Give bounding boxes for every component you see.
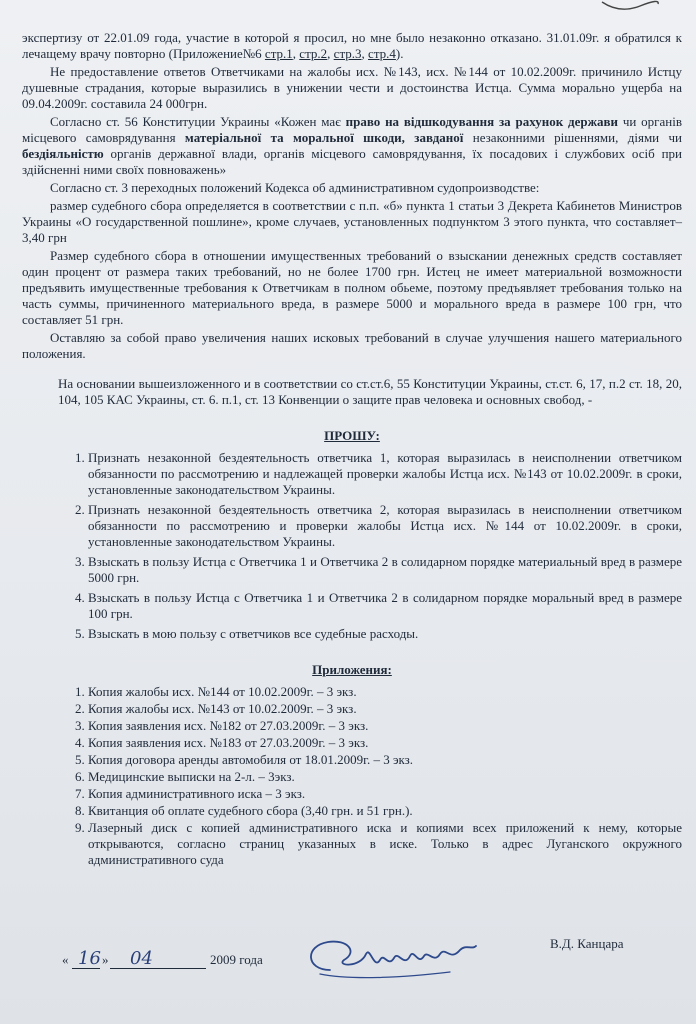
attachment-item: 3. Копия заявления исх. №182 от 27.03.2009г. – 3 экз. <box>88 718 682 734</box>
date-open-quote: « <box>62 952 69 967</box>
date-close-quote: » <box>102 952 109 967</box>
link-page-3: стр.3 <box>333 46 362 61</box>
paragraph-code-reference: Согласно ст. 3 переходных положений Кодекса об административном судопроизводстве: <box>50 180 540 195</box>
attachment-item: 9. Лазерный диск с копией административного иска и копиями всех приложений к нему, которые открываются, согласно страниц указанных в иске. Только в адрес Луганского окружного административного суда <box>88 820 682 868</box>
attachment-item: 7. Копия административного иска – 3 экз. <box>88 786 682 802</box>
paragraph-reserve-right: Оставляю за собой право увеличения наших исковых требований в случае улучшения нашего материального положения. <box>22 330 682 361</box>
link-page-4: стр.4 <box>368 46 396 61</box>
paragraph-expertise: экспертизу от 22.01.09 года, участие в которой я просил, но мне было незаконно отказано. 31.01.09г. я обратился к лечащему врачу повторно (Приложение№6 стр.1, стр.2, стр.3, стр.4). <box>22 30 682 61</box>
corner-mark-icon <box>600 0 660 14</box>
paragraph-constitution: Согласно ст. 56 Конституции Украины «Кожен має право на відшкодування за рахунок держави чи органів місцевого самоврядування матеріальної та моральної шкоди, завданої незаконними рішеннями, діями чи бездіяльністю органів державної влади, органів місцевого самоврядування, їх посадових і службових осіб при здійсненні ними своїх повноважень» <box>22 114 682 177</box>
request-heading: ПРОШУ: <box>324 428 380 443</box>
attachment-item: 5. Копия договора аренды автомобиля от 18.01.2009г. – 3 экз. <box>88 752 682 768</box>
request-item: 2. Признать незаконной бездеятельность ответчика 2, которая выразилась в неисполнении ответчиком обязанности по рассмотрению и проверки жалобы Истца исх. №144 от 10.02.2009г. в сроки, установленные законодательством Украины. <box>88 502 682 550</box>
paragraph-fee-property: Размер судебного сбора в отношении имущественных требований о взыскании денежных средств составляет один процент от размера таких требований, но не более 1700 грн. Истец не имеет материальной возможности предъявить имущественные требования к Ответчикам в полном обьеме, поэтому предъявляет требования только на часть суммы, причиненного материального вреда, в размере 5000 и морального вреда в размере 100 грн, что составляет 51 грн. <box>22 248 682 327</box>
request-list <box>22 450 682 642</box>
request-item: 3. Взыскать в пользу Истца с Ответчика 1 и Ответчика 2 в солидарном порядке материальный вред в размере 5000 грн. <box>88 554 682 586</box>
attachments-list <box>22 684 682 868</box>
paragraph-legal-basis: На основании вышеизложенного и в соответствии со ст.ст.6, 55 Конституции Украины, ст.ст. 6, 17, п.2 ст. 18, 20, 104, 105 КАС Украины, ст. 6. п.1, ст. 13 Конвенции о защите прав человека и основных свобод, - <box>58 376 682 407</box>
date-year: 2009 года <box>210 952 263 967</box>
attachment-item: 2. Копия жалобы исх. №143 от 10.02.2009г. – 3 экз. <box>88 701 682 717</box>
attachment-item: 6. Медицинские выписки на 2-л. – 3экз. <box>88 769 682 785</box>
link-page-1: стр.1 <box>264 46 293 61</box>
signer-name: В.Д. Канцара <box>550 936 624 951</box>
date-day-underline <box>72 968 100 969</box>
paragraph-court-fee: размер судебного сбора определяется в соответствии с п.п. «б» пункта 1 статьи 3 Декрета Кабинетов Министров Украины «О государственной пошлине», кроме случаев, установленных подпунктом 3 этого пункта, что составляет– 3,40 грн <box>22 198 682 245</box>
attachment-item: 4. Копия заявления исх. №183 от 27.03.2009г. – 3 экз. <box>88 735 682 751</box>
attachment-item: 8. Квитанция об оплате судебного сбора (3,40 грн. и 51 грн.). <box>88 803 682 819</box>
attachments-heading: Приложения: <box>312 662 392 677</box>
request-item: 4. Взыскать в пользу Истца с Ответчика 1 и Ответчика 2 в солидарном порядке моральный вред в размере 100 грн. <box>88 590 682 622</box>
request-item: 1. Признать незаконной бездеятельность ответчика 1, которая выразилась в неисполнении ответчиком обязанности по рассмотрению и надлежащей проверки жалобы Истца исх. №143 от 10.02.2009г. в сроки, установленные законодательством Украины. <box>88 450 682 498</box>
paragraph-moral-damage: Не предоставление ответов Ответчиками на жалобы исх. №143, исх. №144 от 10.02.2009г. причинило Истцу душевные страдания, которые выразились в унижении чести и достоинства Истца. Сумма морально ущерба на 09.04.2009г. составила 24 000грн. <box>22 64 682 111</box>
attachment-item: 1. Копия жалобы исх. №144 от 10.02.2009г. – 3 экз. <box>88 684 682 700</box>
document-body <box>22 30 682 869</box>
signature-block <box>0 930 696 990</box>
date-month-underline <box>110 968 206 969</box>
date-month: 04 <box>130 948 153 969</box>
handwritten-signature-icon <box>300 930 480 986</box>
link-page-2: стр.2 <box>299 46 328 61</box>
request-item: 5. Взыскать в мою пользу с ответчиков все судебные расходы. <box>88 626 682 642</box>
date-day: 16 <box>78 948 101 969</box>
